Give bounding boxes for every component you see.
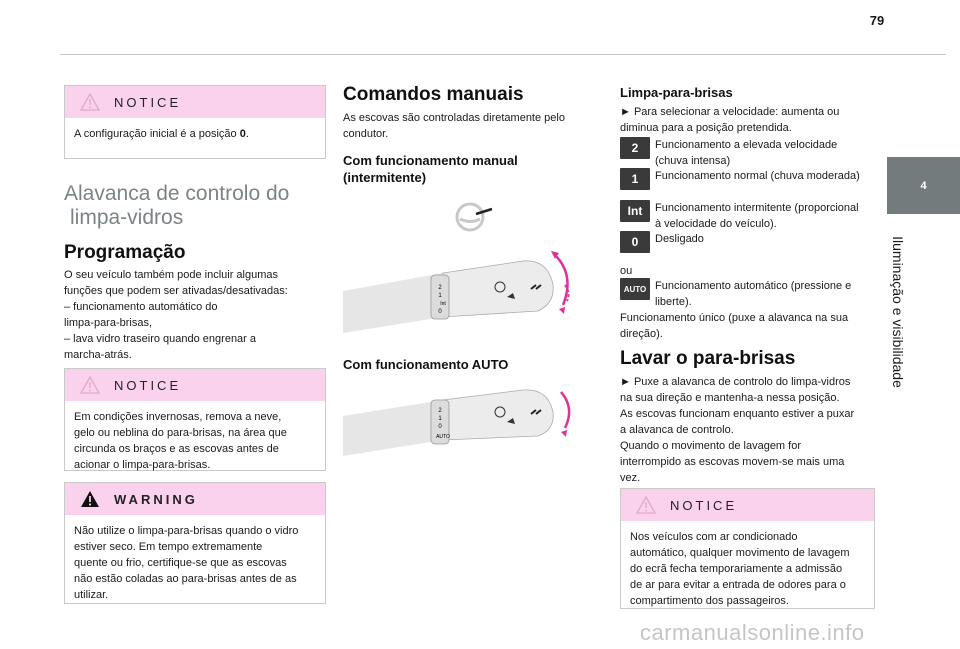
caution-icon	[80, 93, 100, 111]
text-line: Com funcionamento manual	[343, 153, 518, 168]
notice-header	[65, 86, 325, 118]
speed-row-int	[620, 200, 880, 232]
text-line: do ecrã fecha temporariamente a admissão	[630, 563, 843, 575]
text-line: Em condições invernosas, remova a neve,	[74, 411, 282, 423]
text-line: As escovas funcionam enquanto estiver a puxar	[620, 408, 855, 420]
warning-text	[65, 515, 325, 603]
auto-text	[655, 278, 880, 310]
text-line: acionar o limpa-para-brisas.	[74, 459, 211, 471]
text-line: ► Puxe a alavanca de controlo do limpa-vidros	[620, 376, 851, 388]
notice-box-2	[64, 368, 326, 471]
notice-text-part: A configuração inicial é a posição	[74, 128, 240, 140]
text-line: Quando o movimento de lavagem for	[620, 440, 801, 452]
stalk-mark-auto: AUTO	[436, 434, 450, 440]
warning-box	[64, 482, 326, 604]
caution-icon	[636, 496, 656, 514]
notice-header	[65, 369, 325, 401]
text-line: quente ou frio, certifique-se que as escovas	[74, 557, 287, 569]
wiper-title: Limpa-para-brisas	[620, 85, 733, 100]
text-line: vez.	[620, 472, 641, 484]
text-line: Funcionamento a elevada velocidade	[655, 139, 838, 151]
text-line: (chuva intensa)	[655, 155, 731, 167]
text-line: compartimento dos passageiros.	[630, 595, 789, 607]
wash-text	[620, 374, 880, 486]
speed-text	[655, 200, 880, 232]
notice-box-3	[620, 488, 875, 609]
text-line: gelo ou neblina do para-brisas, na área que	[74, 427, 287, 439]
text-line: circunda os braços e as escovas antes de	[74, 443, 279, 455]
wiper-stalk-manual-illustration	[343, 245, 583, 340]
single-wipe-text	[620, 310, 880, 342]
top-divider	[60, 54, 946, 55]
notice-text	[621, 521, 874, 609]
manual-mode-title	[343, 152, 518, 186]
speed-row-2	[620, 137, 880, 169]
text-line: Funcionamento normal (chuva moderada)	[655, 170, 860, 182]
stalk-mark-2: 2	[438, 408, 442, 414]
text-line: Desligado	[655, 233, 704, 245]
page-number: 79	[869, 13, 885, 28]
text-line: não estão coladas ao para-brisas antes de as	[74, 573, 297, 585]
text-line: Funcionamento intermitente (proporcional	[655, 202, 859, 214]
auto-mode-title: Com funcionamento AUTO	[343, 357, 509, 372]
stalk-mark-2: 2	[438, 285, 442, 291]
section-title	[64, 182, 289, 230]
speed-key-int: Int	[620, 200, 650, 222]
manual-controls-title: Comandos manuais	[343, 84, 524, 105]
text-line: de ar para evitar a entrada de odores para o	[630, 579, 846, 591]
text-line: direção).	[620, 328, 663, 340]
text-line: interrompido as escovas movem-se mais uma	[620, 456, 845, 468]
notice-text	[65, 401, 325, 473]
notice-title: NOTICE	[670, 497, 738, 513]
text-line: Funcionamento único (puxe a alavanca na sua	[620, 312, 849, 324]
steering-wheel-icon	[452, 200, 496, 234]
speed-text	[655, 231, 880, 247]
text-line: condutor.	[343, 128, 389, 140]
speed-text	[655, 137, 880, 169]
text-line: – lava vidro traseiro quando engrenar a	[64, 333, 257, 345]
text-line: na sua direção e mantenha-a nessa posição.	[620, 392, 840, 404]
text-line: O seu veículo também pode incluir algumas	[64, 269, 278, 281]
chapter-label-text: Iluminação e visibilidade	[890, 236, 906, 388]
notice-box-1	[64, 85, 326, 159]
speed-key-1: 1	[620, 168, 650, 190]
programming-title: Programação	[64, 242, 186, 263]
text-line: marcha-atrás.	[64, 349, 132, 361]
text-line: automático, qualquer movimento de lavagem	[630, 547, 850, 559]
speed-text	[655, 168, 880, 184]
section-title-line: Alavanca de controlo do	[64, 182, 290, 205]
speed-row-1	[620, 168, 880, 190]
text-line: (intermitente)	[343, 170, 427, 185]
programming-text	[64, 267, 326, 363]
text-line: limpa-para-brisas,	[64, 317, 153, 329]
speed-row-0	[620, 231, 880, 253]
stalk-mark-0: 0	[438, 309, 442, 315]
auto-row	[620, 278, 880, 310]
text-line: Não utilize o limpa-para-brisas quando o vidro	[74, 525, 299, 537]
notice-text-part: .	[245, 128, 249, 140]
text-line: liberte).	[655, 296, 692, 308]
text-line: estiver seco. Em tempo extremamente	[74, 541, 263, 553]
text-line: diminua para a posição pretendida.	[620, 122, 792, 134]
speed-key-0: 0	[620, 231, 650, 253]
stalk-mark-int: Int	[440, 301, 446, 307]
manual-controls-intro	[343, 110, 603, 142]
text-line: a alavanca de controlo.	[620, 424, 734, 436]
chapter-label	[886, 225, 910, 400]
caution-icon	[80, 376, 100, 394]
text-line: Nos veículos com ar condicionado	[630, 531, 798, 543]
notice-title: NOTICE	[114, 377, 182, 393]
text-line: à velocidade do veículo).	[655, 218, 777, 230]
text-line: – funcionamento automático do	[64, 301, 218, 313]
warning-header	[65, 483, 325, 515]
stalk-mark-1: 1	[438, 293, 442, 299]
auto-key: AUTO	[620, 278, 650, 300]
stalk-mark-1: 1	[438, 416, 442, 422]
wash-title: Lavar o para-brisas	[620, 348, 796, 369]
notice-text-bold: 0	[239, 128, 246, 140]
text-line: Funcionamento automático (pressione e	[655, 280, 852, 292]
notice-header	[621, 489, 874, 521]
notice-text	[65, 118, 325, 142]
text-line: funções que podem ser ativadas/desativadas:	[64, 285, 288, 297]
text-line: ► Para selecionar a velocidade: aumenta ou	[620, 106, 840, 118]
speed-key-2: 2	[620, 137, 650, 159]
text-line: As escovas são controladas diretamente pelo	[343, 112, 565, 124]
warning-icon	[80, 490, 100, 508]
wiper-intro	[620, 104, 880, 136]
wiper-stalk-auto-illustration	[343, 378, 583, 463]
notice-title: NOTICE	[114, 94, 182, 110]
warning-title: WARNING	[114, 491, 198, 507]
or-text: ou	[620, 265, 633, 277]
watermark: carmanualsonline.info	[640, 620, 865, 645]
chapter-tab[interactable]: 4	[887, 157, 960, 214]
stalk-mark-0: 0	[438, 424, 442, 430]
section-title-line: limpa-vidros	[70, 206, 184, 229]
text-line: utilizar.	[74, 589, 109, 601]
